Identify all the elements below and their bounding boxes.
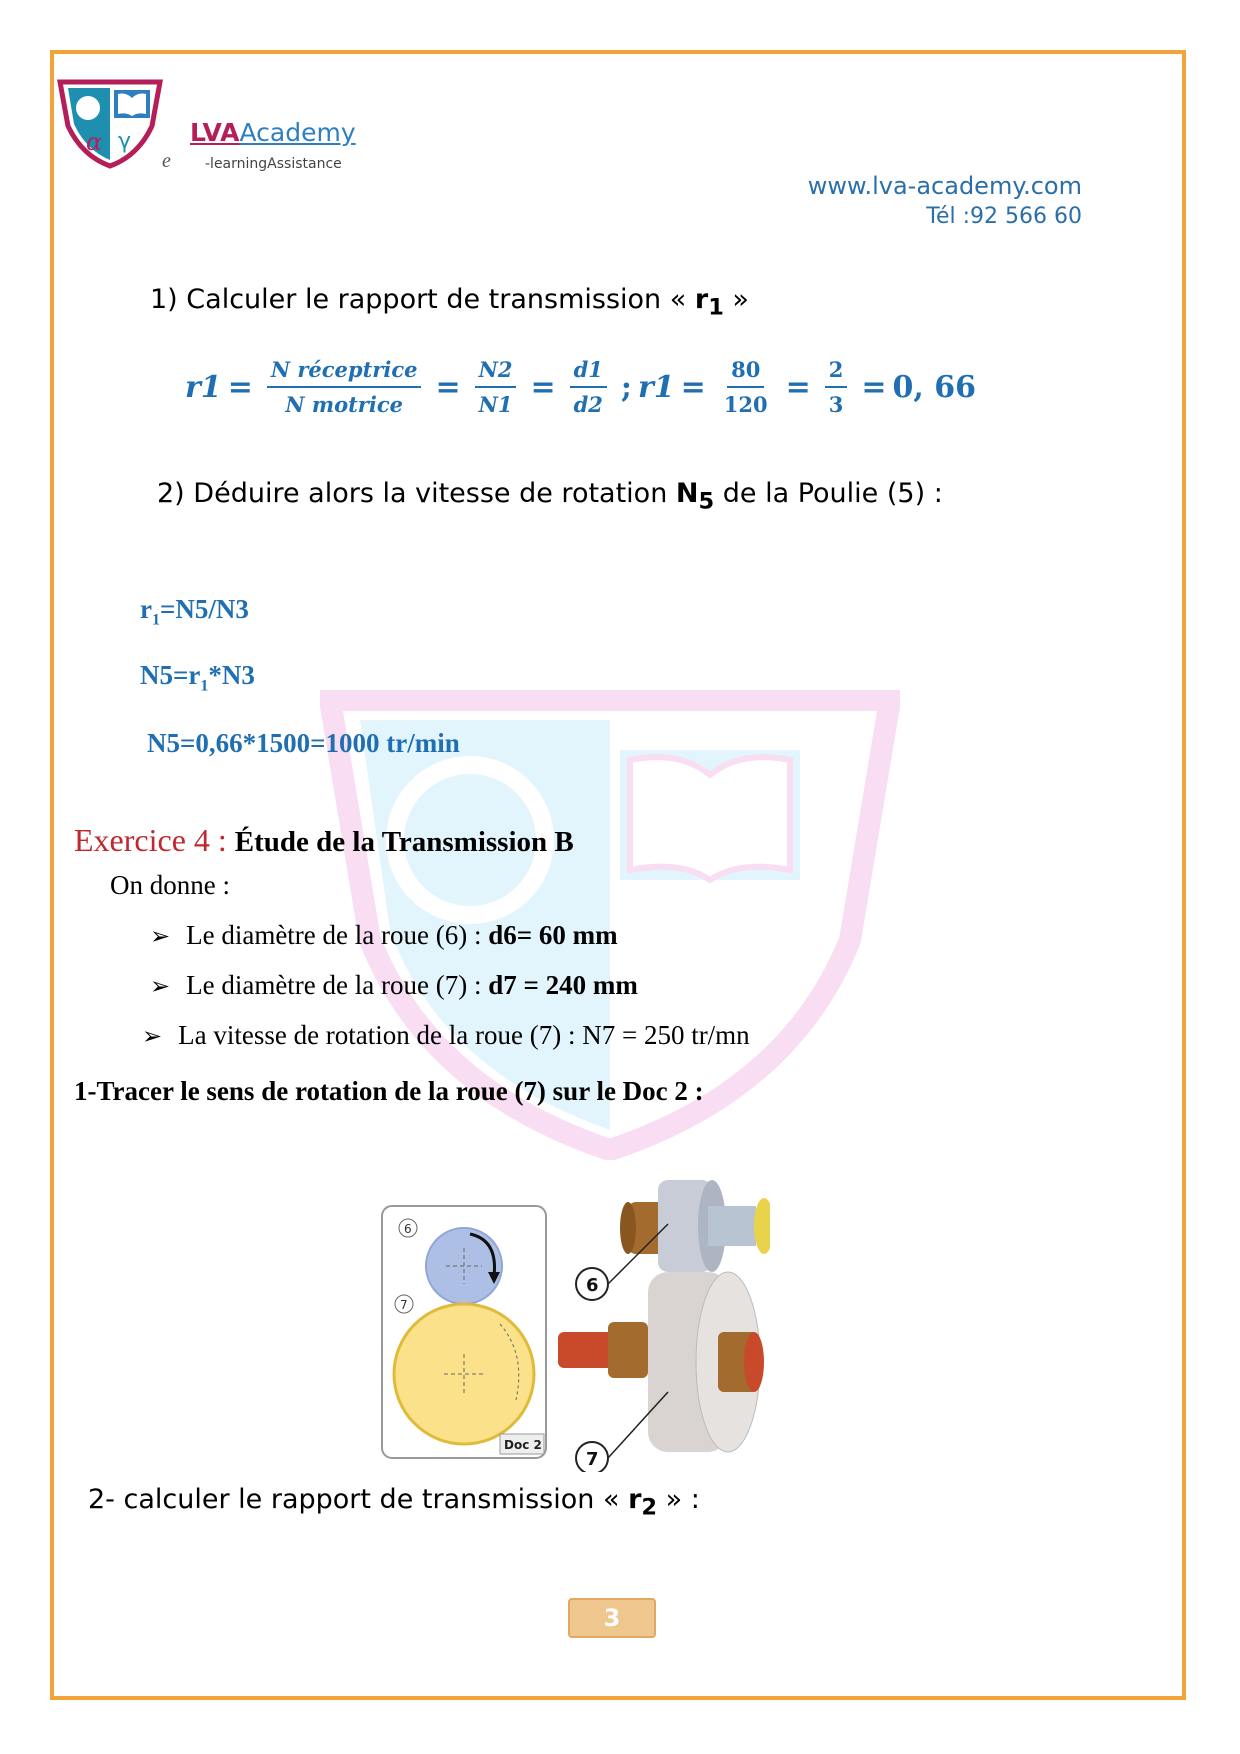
wheel-6-label: 6 — [404, 1222, 412, 1236]
answer-line-1: $r_1=N5/N3$ — [140, 594, 249, 629]
list-item: ➢ Le diamètre de la roue (7) : d7 = 240 mm — [150, 970, 638, 1000]
brand-e: e — [162, 150, 171, 172]
arrow-bullet-icon: ➢ — [150, 972, 171, 1000]
transmission-ratio-formula: r1 = $\frac{\text{N réceptrice}}{\text{N motrice}}$ = $\frac{N2}{N1}$ = $\frac{d1}{d2}$ ; r1 = $\frac{80}{120}$ = $\frac{2}{3}$ = 0, 66 — [185, 357, 977, 417]
answer-line-2: $N5=r_1*N3$ — [140, 660, 255, 695]
question-1: 1) Calculer le rapport de transmission « $r_1$ » — [150, 284, 749, 321]
question-2: 2) Déduire alors la vitesse de rotation $N_5$ de la Poulie (5) : — [157, 478, 943, 515]
doc2-label: Doc 2 — [504, 1438, 542, 1452]
svg-text:γ: γ — [118, 129, 132, 154]
lva-logo-icon — [56, 78, 164, 170]
doc2-gear-diagram — [380, 1204, 548, 1460]
list-item: ➢ La vitesse de rotation de la roue (7) : N7 = 250 tr/mn — [142, 1020, 750, 1050]
wheel-7-label: 7 — [400, 1298, 408, 1312]
answer-line-3: N5=0,66*1500=1000 tr/min — [147, 728, 460, 758]
brand-subtitle: -learningAssistance — [205, 156, 342, 172]
pulley-3d-illustration — [558, 1172, 770, 1472]
question-3: 2- calculer le rapport de transmission « $r_2$ » : — [88, 1484, 700, 1521]
list-item: ➢ Le diamètre de la roue (6) : d6= 60 mm — [150, 920, 618, 950]
exercise-heading: Exercice 4 : Étude de la Transmission B — [74, 822, 574, 858]
pulley-6-label: 6 — [586, 1275, 599, 1296]
task-1: 1-Tracer le sens de rotation de la roue (7) sur le Doc 2 : — [74, 1076, 704, 1106]
phone-number: Tél :92 566 60 — [926, 204, 1082, 229]
arrow-bullet-icon: ➢ — [142, 1022, 163, 1050]
brand-name: LVAAcademy — [190, 118, 356, 147]
website-link[interactable]: www.lva-academy.com — [807, 172, 1082, 200]
arrow-bullet-icon: ➢ — [150, 922, 171, 950]
svg-text:α: α — [86, 128, 103, 156]
pulley-7-label: 7 — [586, 1449, 599, 1470]
page-number: 3 — [568, 1598, 656, 1638]
given-label: On donne : — [110, 870, 230, 900]
